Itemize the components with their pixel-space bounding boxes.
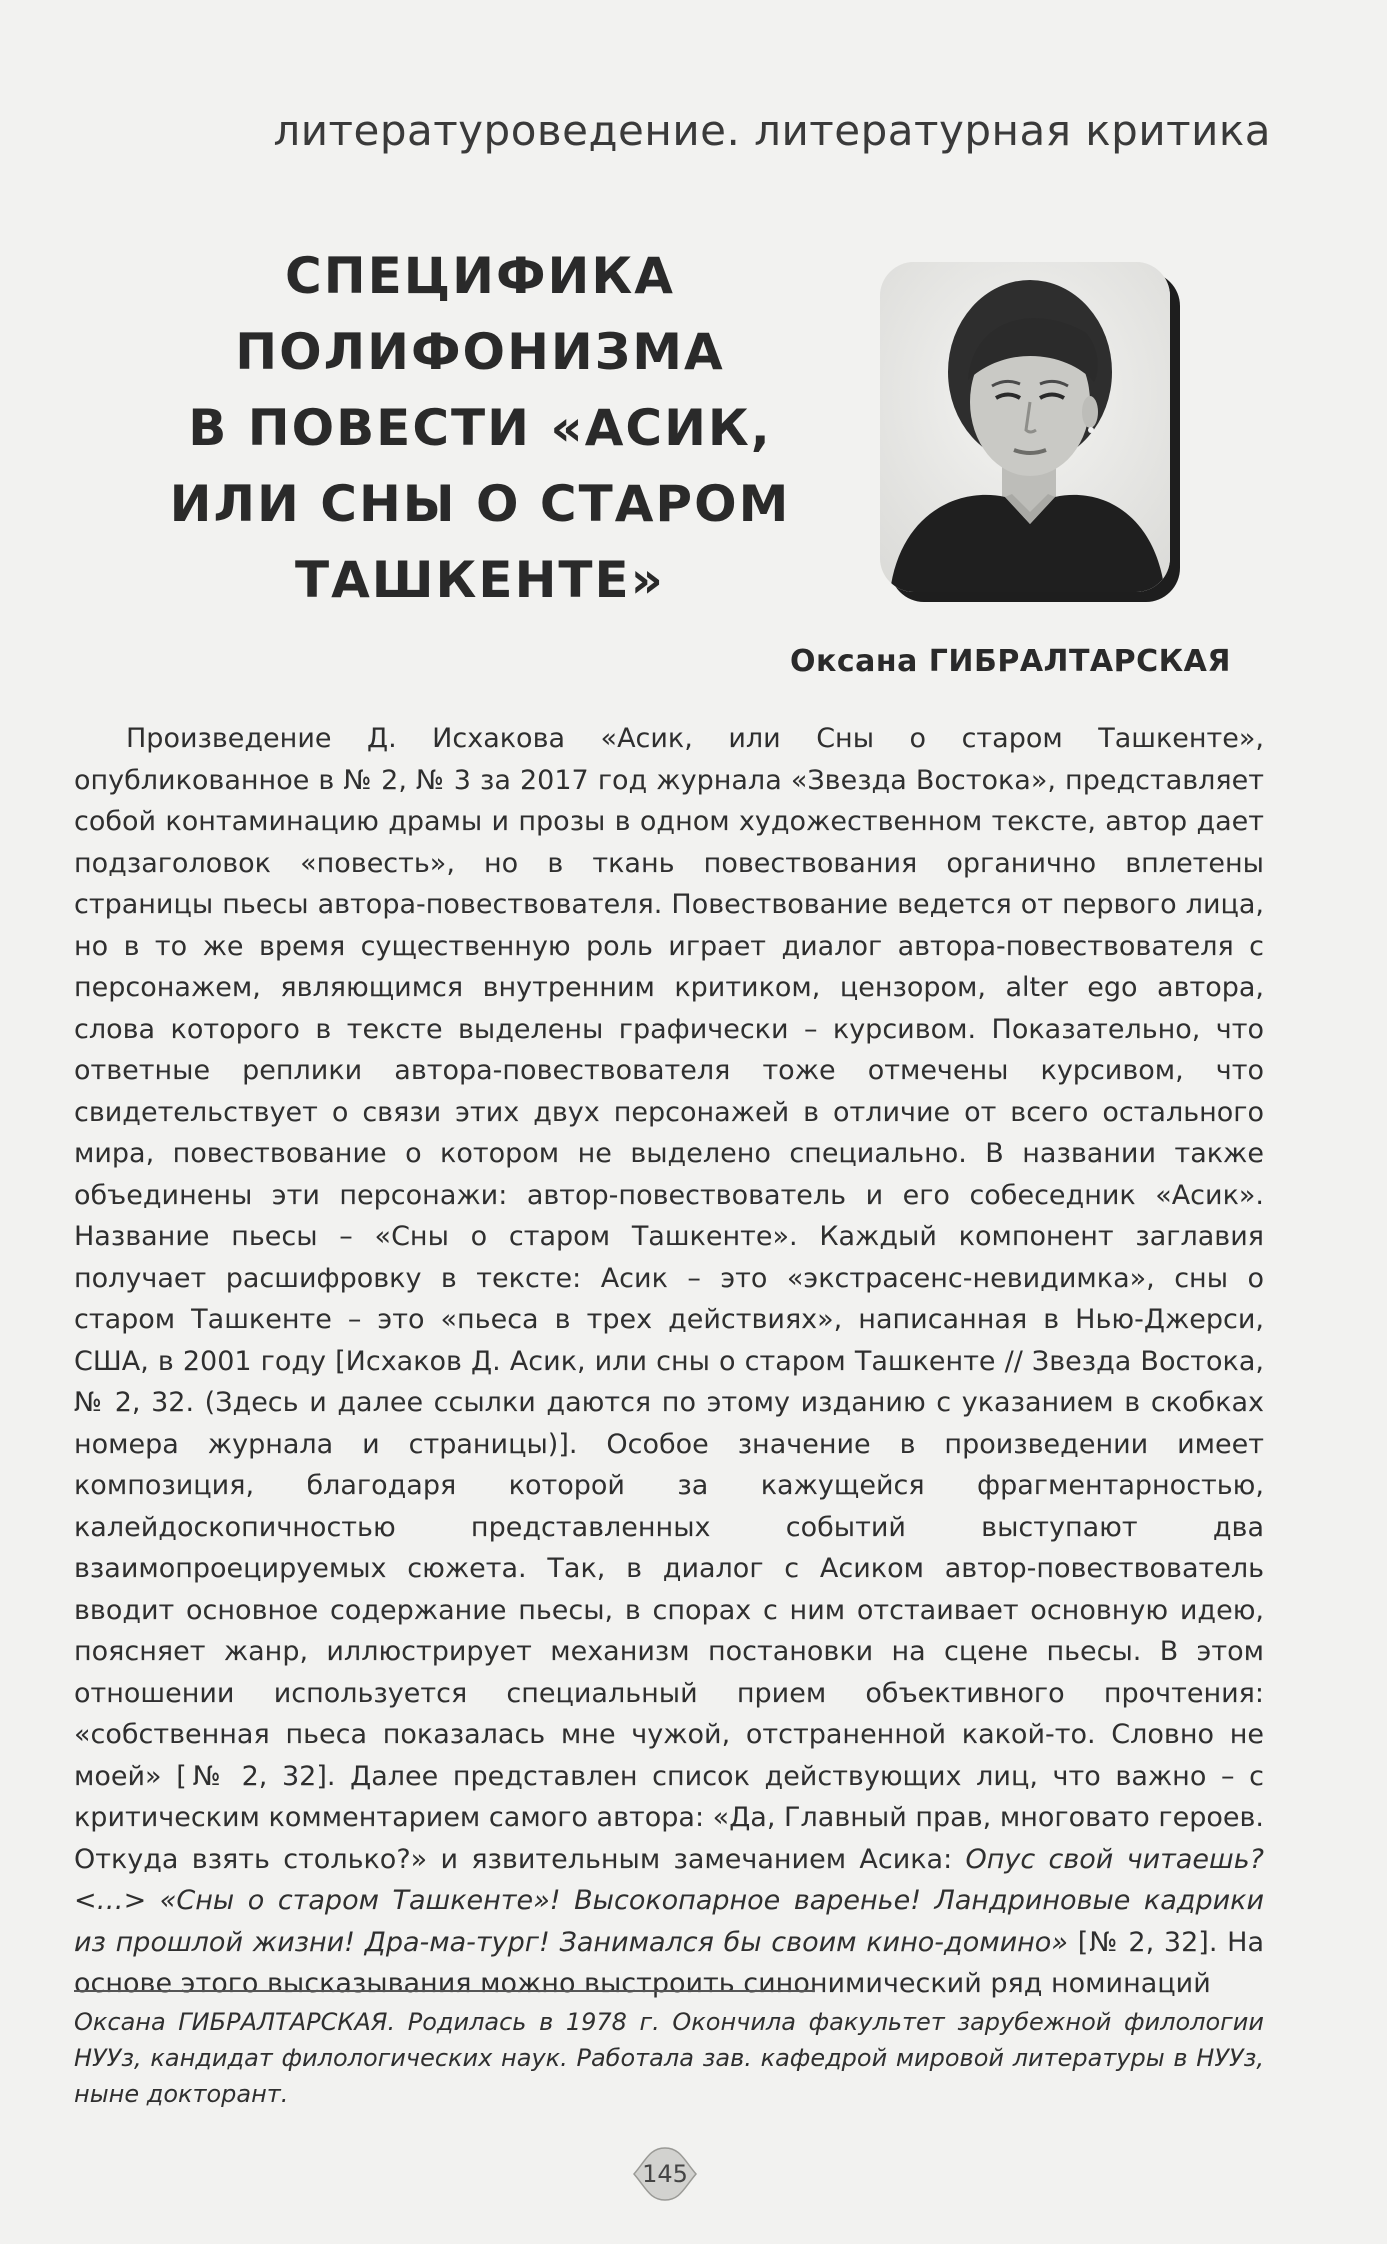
article-title xyxy=(130,238,830,618)
page-number-text: 145 xyxy=(642,2160,688,2188)
author-portrait-photo xyxy=(880,262,1170,592)
title-line: СПЕЦИФИКА xyxy=(285,247,675,305)
page-number xyxy=(632,2146,698,2202)
section-header: литературоведение. литературная критика xyxy=(273,106,1271,155)
body-paragraph: Произведение Д. Исхакова «Асик, или Сны о старом Ташкенте», опубликованное в № 2, № 3 за 2017 год журнала «Звезда Востока», представляет собой контаминацию драмы и прозы в одном художественном тексте, автор дает подзаголовок «повесть», но в ткань повествования органично вплетены страницы пьесы автора-повествователя. Повествование ведется от первого лица, но в то же время существенную роль играет диалог автора-повествователя с персонажем, являющимся внутренним критиком, цензором, alter ego автора, слова которого в тексте выделены графически – курсивом. Показательно, что ответные реплики автора-повествователя тоже отмечены курсивом, что свидетельствует о связи этих двух персонажей в отличие от всего остального мира, повествование о котором не выделено специально. В названии также объединены эти персонажи: автор-повествователь и его собеседник «Асик». Название пьесы – «Сны о старом Ташкенте». Каждый компонент заглавия получает расшифровку в тексте: Асик – это «экстрасенс-невидимка», сны о старом Ташкенте – это «пьеса в трех действиях», написанная в Нью-Джерси, США, в 2001 году [Исхаков Д. Асик, или сны о старом Ташкенте // Звезда Востока, № 2, 32. (Здесь и далее ссылки даются по этому изданию с указанием в скобках номера журнала и страницы)]. Особое значение в произведении имеет композиция, благодаря которой за кажущейся фрагментарностью, калейдоскопичностью представленных событий выступают два взаимопроецируемых сюжета. Так, в диалог с Асиком автор-повествователь вводит основное содержание пьесы, в спорах с ним отстаивает основную идею, поясняет жанр, иллюстрирует механизм постановки на сцене пьесы. В этом отношении используется специальный прием объективного прочтения: «собственная пьеса показалась мне чужой, отстраненной какой-то. Словно не моей» [№ 2, 32]. Далее представлен список действующих лиц, что важно – с критическим комментарием самого автора: «Да, Главный прав, многовато героев. Откуда взять столько?» и язвительным замечанием Асика: xyxy=(74,723,1264,1875)
title-line: ИЛИ СНЫ О СТАРОМ xyxy=(169,475,791,533)
author-footnote: Оксана ГИБРАЛТАРСКАЯ. Родилась в 1978 г. Окончила факультет зарубежной филологии НУУз, кандидат филологических наук. Работала зав. кафедрой мировой литературы в НУУз, ныне докторант. xyxy=(74,2008,1264,2108)
title-line: ПОЛИФОНИЗМА xyxy=(235,323,725,381)
body-italic-quote: Опус свой читаешь? <…> «Сны о старом Ташкенте»! Высокопарное варенье! Ландриновые кадрики из прошлой жизни! Дра-ма-тург! Занимался бы своим кино-домино» xyxy=(74,1843,1264,1958)
portrait-illustration xyxy=(880,262,1170,592)
body-paragraph-end: [№ 2, 32]. На основе этого высказывания можно выстроить синонимический ряд номинаций xyxy=(74,1926,1264,1999)
article-body xyxy=(74,718,1264,2005)
title-line: В ПОВЕСТИ «АСИК, xyxy=(188,399,772,457)
footnote-divider xyxy=(74,1990,814,1992)
author-name: Оксана ГИБРАЛТАРСКАЯ xyxy=(789,644,1231,679)
title-line: ТАШКЕНТЕ» xyxy=(294,551,665,609)
